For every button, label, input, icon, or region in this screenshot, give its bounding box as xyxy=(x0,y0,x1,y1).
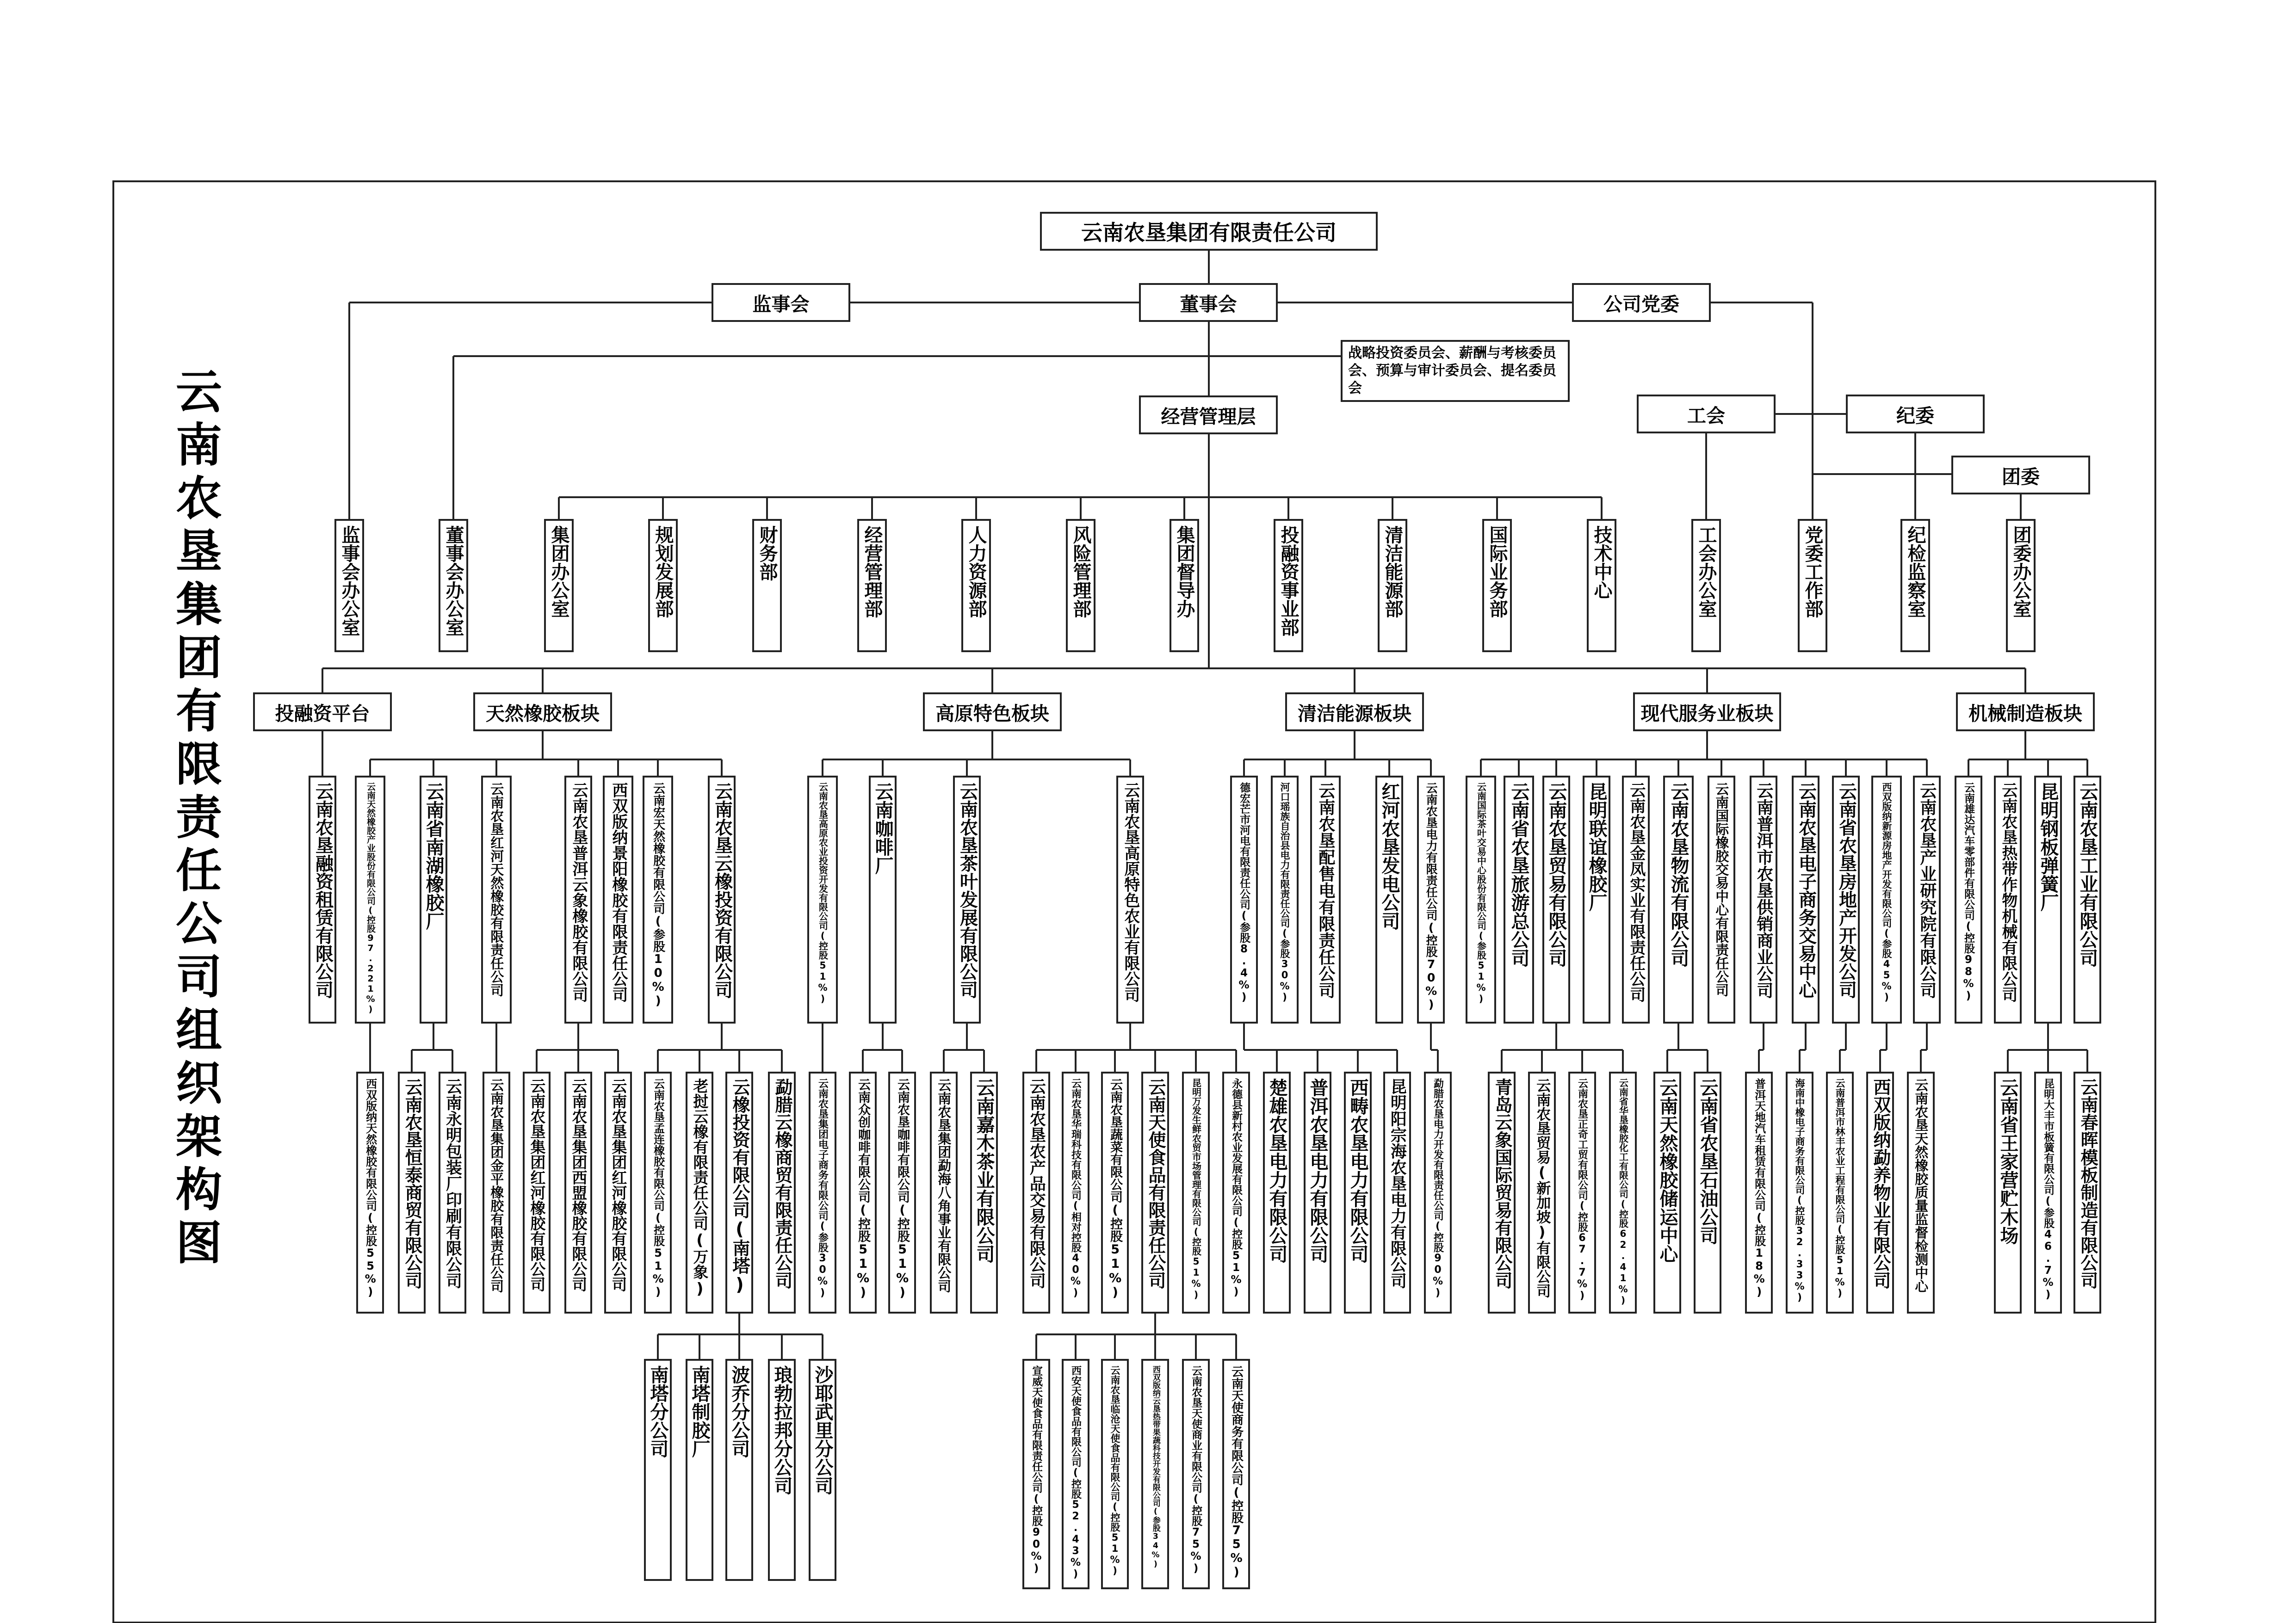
company-l2-box: 云南天使食品有限责任公司 xyxy=(1141,1072,1169,1314)
company-l3-box: 沙耶武里分公司 xyxy=(809,1359,836,1581)
company-l2-box: 云南农垦集团勐海八角事业有限公司 xyxy=(930,1072,958,1314)
company-l1-box: 云南农垦热带作物机械有限公司 xyxy=(1994,776,2022,1024)
title-char: 团 xyxy=(176,631,222,685)
company-l2-box: 云南永明包装厂印刷有限公司 xyxy=(439,1072,466,1314)
supervisors-box: 监事会 xyxy=(712,283,850,322)
department-box: 财务部 xyxy=(752,519,782,652)
board-box: 董事会 xyxy=(1139,283,1278,322)
company-l1-box: 云南农垦贸易有限公司 xyxy=(1542,776,1570,1024)
title-char: 图 xyxy=(176,1216,222,1270)
company-l2-box: 云南众创咖啡有限公司(控股51%) xyxy=(849,1072,877,1314)
company-l1-box: 云南国际橡胶交易中心有限责任公司 xyxy=(1708,776,1735,1024)
company-l1-box: 云南农垦融资租赁有限公司 xyxy=(309,776,336,1024)
company-l2-box: 云南农垦华瑞科技有限公司(相对控股40%) xyxy=(1062,1072,1089,1314)
company-l1-box: 云南农垦电力有限责任公司(控股70%) xyxy=(1417,776,1445,1024)
company-l2-box: 楚雄农垦电力有限公司 xyxy=(1263,1072,1291,1314)
company-l3-box: 云南天使商务有限公司(控股75%) xyxy=(1222,1359,1250,1589)
department-box: 国际业务部 xyxy=(1482,519,1512,652)
company-l1-box: 云南农垦物流有限公司 xyxy=(1663,776,1694,1024)
company-l1-box: 云南农垦产业研究院有限公司 xyxy=(1913,776,1941,1024)
sector-box: 高原特色板块 xyxy=(923,692,1062,731)
company-l2-box: 昆明万发生鲜农贸市场管理有限公司(控股51%) xyxy=(1182,1072,1210,1314)
party-committee-box: 公司党委 xyxy=(1572,283,1711,322)
company-l1-box: 西双版纳新源房地产开发有限公司(参股45%) xyxy=(1871,776,1902,1024)
sector-box: 天然橡胶板块 xyxy=(473,692,612,731)
company-l1-box: 昆明联谊橡胶厂 xyxy=(1583,776,1610,1024)
company-l2-box: 勐腊农垦电力开发有限责任公司(控股90%) xyxy=(1424,1072,1452,1314)
department-box: 纪检监察室 xyxy=(1900,519,1930,652)
company-l2-box: 普洱农垦电力有限公司 xyxy=(1304,1072,1331,1314)
company-l1-box: 云南农垦云橡投资有限公司 xyxy=(708,776,736,1024)
company-l2-box: 云南省华垦橡胶化工有限公司(控股62.41%) xyxy=(1609,1072,1637,1314)
department-box: 董事会办公室 xyxy=(439,519,468,652)
company-l2-box: 云南农垦孟连橡胶有限公司(控股51%) xyxy=(644,1072,672,1314)
company-l1-box: 云南咖啡厂 xyxy=(869,776,897,1024)
title-char: 织 xyxy=(176,1056,222,1111)
department-box: 人力资源部 xyxy=(961,519,991,652)
sector-box: 清洁能源板块 xyxy=(1285,692,1424,731)
department-box: 投融资事业部 xyxy=(1274,519,1303,652)
company-l2-box: 云南普洱市林丰农业工程有限公司(控股51%) xyxy=(1826,1072,1854,1314)
company-l2-box: 云南农垦集团红河橡胶有限公司 xyxy=(523,1072,551,1314)
company-l3-box: 西安天使食品有限公司(控股52.43%) xyxy=(1062,1359,1089,1589)
company-l1-box: 云南农垦红河天然橡胶有限责任公司 xyxy=(481,776,512,1024)
title-char: 云 xyxy=(176,365,222,419)
company-l3-box: 西双版纳云垦热带果蔬科技开发有限公司(参股34%) xyxy=(1141,1359,1169,1589)
company-l2-box: 云南农垦集团红河橡胶有限公司 xyxy=(604,1072,632,1314)
company-l1-box: 云南农垦普洱云象橡胶有限公司 xyxy=(564,776,592,1024)
title-char: 任 xyxy=(176,844,222,898)
company-l1-box: 云南国际茶叶交易中心股份有限公司(参股51%) xyxy=(1466,776,1496,1024)
company-l2-box: 普洱天地汽车租赁有限公司(控股18%) xyxy=(1745,1072,1773,1314)
youth-box: 团委 xyxy=(1951,456,2090,494)
company-l1-box: 云南省南湖橡胶厂 xyxy=(420,776,447,1024)
company-l1-box: 昆明钢板弹簧厂 xyxy=(2034,776,2062,1024)
sector-box: 投融资平台 xyxy=(253,692,392,731)
department-box: 工会办公室 xyxy=(1691,519,1721,652)
company-l2-box: 海南中橡电子商务有限公司(控股32.33%) xyxy=(1786,1072,1813,1314)
company-l2-box: 云南嘉木茶业有限公司 xyxy=(970,1072,998,1314)
company-l1-box: 云南省农垦旅游总公司 xyxy=(1504,776,1534,1024)
sector-box: 现代服务业板块 xyxy=(1633,692,1781,731)
company-l2-box: 云南省王家营贮木场 xyxy=(1994,1072,2022,1314)
company-l1-box: 德宏芒市河电有限责任公司(参股8.4%) xyxy=(1230,776,1258,1024)
company-top-box: 云南农垦集团有限责任公司 xyxy=(1040,212,1378,251)
company-l1-box: 云南农垦高原特色农业有限公司 xyxy=(1116,776,1144,1024)
company-l1-box: 西双版纳景阳橡胶有限责任公司 xyxy=(603,776,633,1024)
union-box: 工会 xyxy=(1637,395,1776,433)
company-l2-box: 昆明阳宗海农垦电力有限公司 xyxy=(1383,1072,1411,1314)
company-l2-box: 青岛云象国际贸易有限公司 xyxy=(1488,1072,1516,1314)
title-char: 架 xyxy=(176,1110,222,1164)
company-l1-box: 河口瑶族自治县电力有限责任公司(参股30%) xyxy=(1271,776,1299,1024)
company-l2-box: 云南农垦贸易(新加坡)有限公司 xyxy=(1528,1072,1556,1314)
title-char: 构 xyxy=(176,1163,222,1217)
company-l2-box: 云南天然橡胶储运中心 xyxy=(1653,1072,1681,1314)
company-l2-box: 云南农垦咖啡有限公司(控股51%) xyxy=(888,1072,916,1314)
company-l2-box: 永德县新村农业发展有限公司(控股51%) xyxy=(1222,1072,1250,1314)
title-char: 有 xyxy=(176,684,222,738)
company-l2-box: 西双版纳天然橡胶有限公司(控股55%) xyxy=(356,1072,384,1314)
department-box: 集团督导办 xyxy=(1170,519,1199,652)
committees-note: 战略投资委员会、薪酬与考核委员会、预算与审计委员会、提名委员会 xyxy=(1341,340,1570,402)
department-box: 清洁能源部 xyxy=(1378,519,1407,652)
department-box: 团委办公室 xyxy=(2006,519,2036,652)
title-char: 责 xyxy=(176,790,222,845)
company-l1-box: 云南天然橡胶产业股份有限公司(控股97.221%) xyxy=(355,776,385,1024)
company-l3-box: 南塔制胶厂 xyxy=(686,1359,713,1581)
company-l2-box: 云南农垦集团西盟橡胶有限公司 xyxy=(564,1072,592,1314)
company-l1-box: 云南省农垦房地产开发公司 xyxy=(1832,776,1860,1024)
company-l3-box: 云南农垦天使商业有限公司(控股75%) xyxy=(1182,1359,1210,1589)
company-l2-box: 昆明大丰市板簧有限公司(参股46.7%) xyxy=(2034,1072,2062,1314)
company-l2-box: 云南农垦正奇工贸有限公司(控股67.7%) xyxy=(1568,1072,1596,1314)
department-box: 风险管理部 xyxy=(1066,519,1095,652)
company-l2-box: 云南春晖模板制造有限公司 xyxy=(2073,1072,2101,1314)
company-l1-box: 云南宏天然橡胶有限公司(参股10%) xyxy=(643,776,673,1024)
company-l1-box: 红河农垦发电公司 xyxy=(1375,776,1403,1024)
company-l1-box: 云南普洱市农垦供销商业公司 xyxy=(1750,776,1777,1024)
company-l1-box: 云南农垦工业有限公司 xyxy=(2073,776,2101,1024)
department-box: 监事会办公室 xyxy=(334,519,364,652)
company-l2-box: 云南农垦天然橡胶质量监督检测中心 xyxy=(1907,1072,1935,1314)
company-l1-box: 云南农垦电子商务交易中心 xyxy=(1792,776,1819,1024)
company-l1-box: 云南农垦金凤实业有限责任公司 xyxy=(1622,776,1650,1024)
company-l1-box: 云南农垦高原农业投资开发有限公司(控股51%) xyxy=(807,776,838,1024)
title-char: 组 xyxy=(176,1003,222,1057)
company-l3-box: 云南农垦临沧天使食品有限公司(控股51%) xyxy=(1101,1359,1129,1589)
company-l2-box: 西双版纳勐养物业有限公司 xyxy=(1866,1072,1894,1314)
company-l1-box: 云南农垦配售电有限责任公司 xyxy=(1310,776,1341,1024)
title-char: 南 xyxy=(176,418,222,472)
company-l2-box: 西畴农垦电力有限公司 xyxy=(1344,1072,1372,1314)
department-box: 党委工作部 xyxy=(1798,519,1827,652)
title-char: 公 xyxy=(176,897,222,951)
department-box: 规划发展部 xyxy=(648,519,678,652)
management-box: 经营管理层 xyxy=(1139,395,1278,434)
title-char: 集 xyxy=(176,578,222,632)
company-l2-box: 云橡投资有限公司(南塔) xyxy=(725,1072,753,1314)
company-l2-box: 勐腊云橡商贸有限责任公司 xyxy=(768,1072,796,1314)
company-l2-box: 云南农垦农产品交易有限公司 xyxy=(1022,1072,1050,1314)
company-l2-box: 云南农垦集团电子商务有限公司(参股30%) xyxy=(809,1072,836,1314)
department-box: 技术中心 xyxy=(1587,519,1616,652)
company-l2-box: 老挝云橡有限责任公司(万象) xyxy=(686,1072,713,1314)
company-l2-box: 云南农垦集团金平橡胶有限责任公司 xyxy=(483,1072,510,1314)
company-l3-box: 南塔分公司 xyxy=(644,1359,672,1581)
title-char: 限 xyxy=(176,737,222,791)
company-l2-box: 云南农垦恒泰商贸有限公司 xyxy=(398,1072,426,1314)
company-l2-box: 云南省农垦石油公司 xyxy=(1694,1072,1721,1314)
company-l3-box: 琅勃拉邦分公司 xyxy=(768,1359,796,1581)
title-char: 司 xyxy=(176,950,222,1004)
company-l3-box: 波乔分公司 xyxy=(725,1359,753,1581)
title-char: 垦 xyxy=(176,525,222,579)
title-char: 农 xyxy=(176,471,222,525)
discipline-box: 纪委 xyxy=(1846,395,1985,433)
sector-box: 机械制造板块 xyxy=(1956,692,2095,731)
department-box: 集团办公室 xyxy=(544,519,574,652)
company-l1-box: 云南农垦茶叶发展有限公司 xyxy=(953,776,981,1024)
department-box: 经营管理部 xyxy=(857,519,887,652)
company-l2-box: 云南农垦蔬菜有限公司(控股51%) xyxy=(1101,1072,1129,1314)
company-l3-box: 宣威天使食品有限责任公司(控股90%) xyxy=(1022,1359,1050,1589)
company-l1-box: 云南雄达汽车零部件有限公司(控股98%) xyxy=(1955,776,1982,1024)
